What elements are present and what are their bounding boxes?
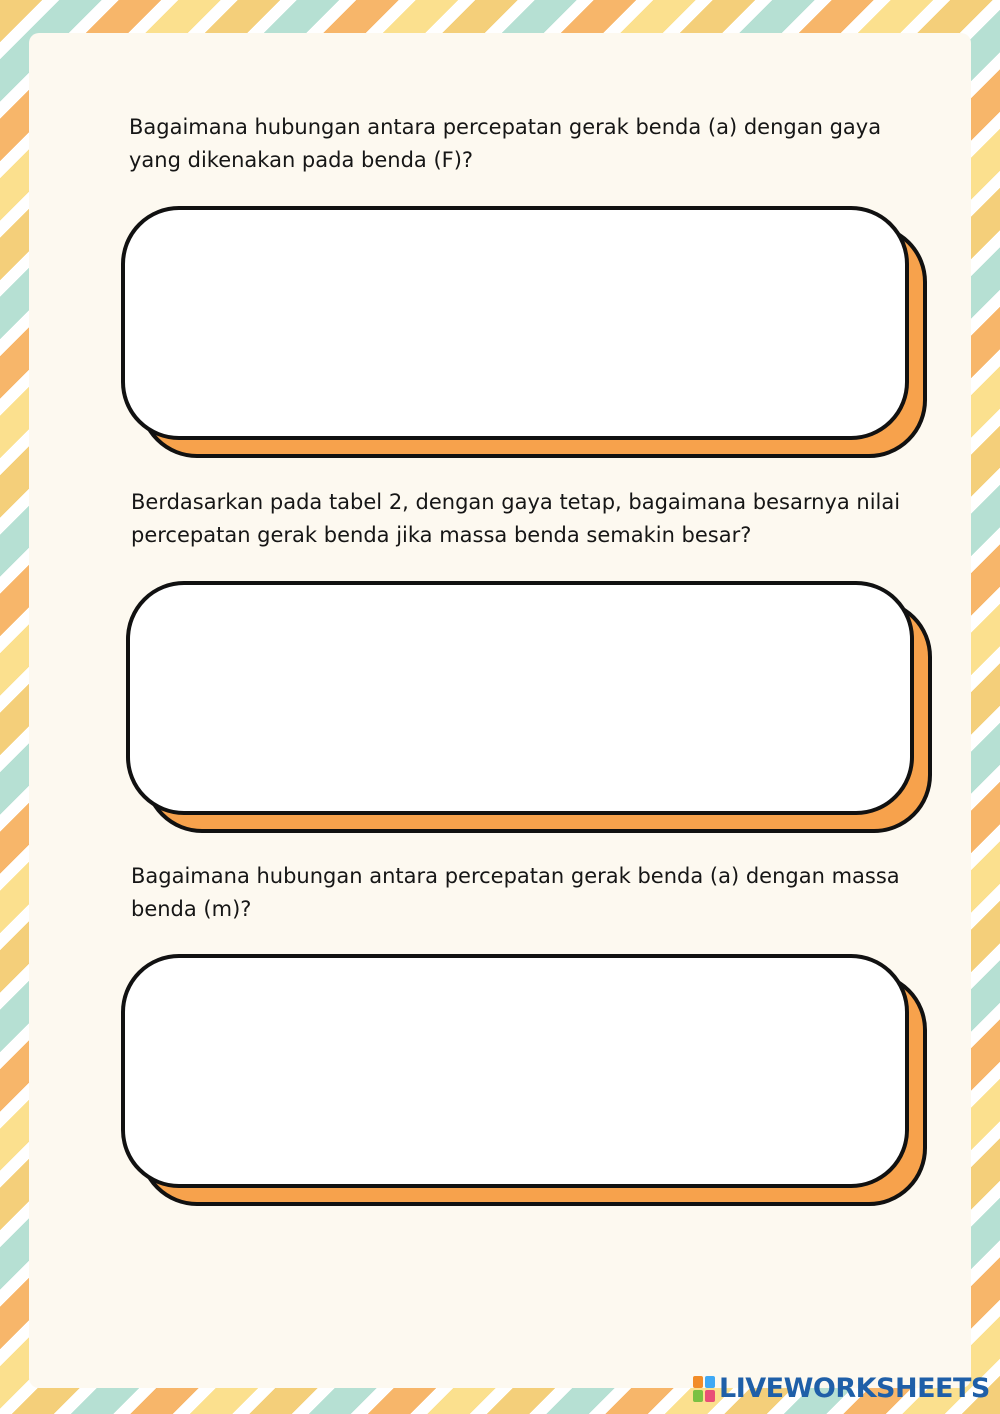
question-2-text: Berdasarkan pada tabel 2, dengan gaya tetap, bagaimana besarnya nilai percepatan gerak benda jika massa benda semakin besar? <box>131 490 901 547</box>
question-1-text: Bagaimana hubungan antara percepatan gerak benda (a) dengan gaya yang dikenakan pada benda (F)? <box>129 115 882 172</box>
worksheet-sheet <box>29 33 971 1388</box>
answer-3-container <box>121 954 927 1206</box>
answer-2-input[interactable] <box>126 581 914 815</box>
liveworksheets-logo[interactable] <box>693 1372 990 1406</box>
logo-text: LIVEWORKSHEETS <box>719 1373 990 1404</box>
answer-3-input[interactable] <box>121 954 909 1188</box>
liveworksheets-logo-icon <box>693 1376 715 1402</box>
answer-2-container <box>126 581 932 833</box>
answer-1-input[interactable] <box>121 206 909 440</box>
answer-1-container <box>121 206 927 458</box>
question-3-text: Bagaimana hubungan antara percepatan gerak benda (a) dengan massa benda (m)? <box>131 864 900 921</box>
